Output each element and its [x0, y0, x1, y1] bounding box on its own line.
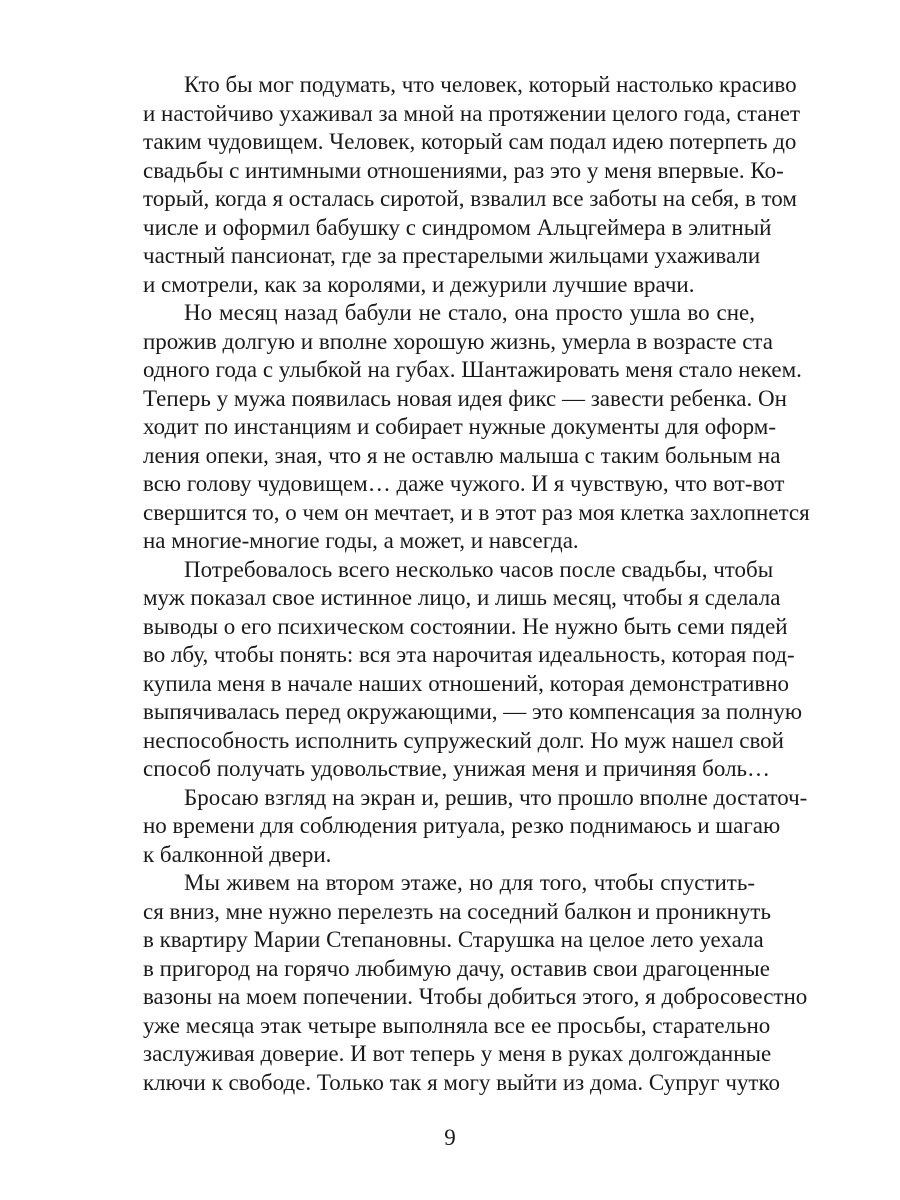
text-line: выводы о его психическом состоянии. Не нужно быть семи пядей [143, 613, 788, 639]
text-line: ления опеки, зная, что я не оставлю малыша с таким больным на [143, 442, 781, 468]
text-line: и смотрели, как за королями, и дежурили лучшие врачи. [143, 271, 695, 297]
text-line: вазоны на моем попечении. Чтобы добиться этого, я добросовестно [143, 984, 808, 1009]
text-line: в пригород на горячо любимую дачу, оставив свои драгоценные [143, 955, 770, 981]
text-line: всю голову чудовищем… даже чужого. И я чувствую, что вот-вот [143, 471, 785, 496]
text-line: заслуживая доверие. И вот теперь у меня в руках долгожданные [143, 1041, 772, 1066]
text-line: числе и оформил бабушку с синдромом Альцгеймера в элитный [143, 214, 772, 240]
text-line: торый, когда я осталась сиротой, взвалил все заботы на себя, в том [143, 186, 797, 211]
paragraph-2 [143, 299, 810, 556]
body-text [143, 71, 810, 1097]
text-line: одного года с улыбкой на губах. Шантажировать меня стало некем. [143, 357, 802, 382]
text-line: муж показал свое истинное лицо, и лишь месяц, чтобы я сделала [143, 585, 781, 610]
paragraph-4 [143, 784, 808, 870]
paragraph-5 [143, 869, 808, 1097]
text-line: частный пансионат, где за престарелыми жильцами ухаживали [143, 243, 761, 268]
text-line: неспособность исполнить супружеский долг. Но муж нашел свой [143, 727, 784, 753]
text-line: Потребовалось всего несколько часов после свадьбы, чтобы [184, 556, 774, 582]
text-line: выпячивалась перед окружающими, — это компенсация за полную [143, 699, 803, 724]
paragraph-3 [143, 556, 803, 784]
paragraph-1 [143, 71, 801, 299]
page-number: 9 [444, 1125, 456, 1150]
text-line: и настойчиво ухаживал за мной на протяжении целого года, станет [143, 100, 801, 126]
text-line: купила меня в начале наших отношений, которая демонстративно [143, 670, 790, 696]
text-line: к балконной двери. [143, 841, 332, 867]
text-line: на многие-многие годы, а может, и навсегда. [143, 528, 579, 553]
text-line: в квартиру Марии Степановны. Старушка на целое лето уехала [143, 927, 764, 952]
text-line: во лбу, чтобы понять: вся эта нарочитая идеальность, которая под- [143, 642, 795, 667]
text-line: но времени для соблюдения ритуала, резко поднимаюсь и шагаю [143, 813, 781, 838]
text-line: уже месяца этак четыре выполняла все ее просьбы, старательно [143, 1012, 771, 1038]
text-line: Теперь у мужа появилась новая идея фикс — завести ребенка. Он [143, 385, 787, 411]
text-line: Кто бы мог подумать, что человек, который настолько красиво [184, 72, 797, 97]
text-line: прожив долгую и вполне хорошую жизнь, умерла в возрасте ста [143, 328, 773, 354]
text-line: таким чудовищем. Человек, который сам подал идею потерпеть до [143, 129, 797, 154]
text-line: Но месяц назад бабули не стало, она просто ушла во сне, [184, 300, 755, 325]
text-line: Бросаю взгляд на экран и, решив, что прошло вполне достаточ- [184, 784, 808, 810]
text-line: способ получать удовольствие, унижая меня и причиняя боль… [143, 756, 771, 781]
text-line: свадьбы с интимными отношениями, раз это у меня впервые. Ко- [143, 157, 784, 183]
text-line: ходит по инстанциям и собирает нужные документы для оформ- [143, 414, 776, 439]
text-line: свершится то, о чем он мечтает, и в этот раз моя клетка захлопнется [143, 499, 810, 525]
text-line: ключи к свободе. Только так я могу выйти из дома. Супруг чутко [143, 1069, 780, 1095]
text-line: Мы живем на втором этаже, но для того, чтобы спустить- [184, 870, 755, 895]
text-line: ся вниз, мне нужно перелезть на соседний балкон и проникнуть [143, 898, 771, 924]
